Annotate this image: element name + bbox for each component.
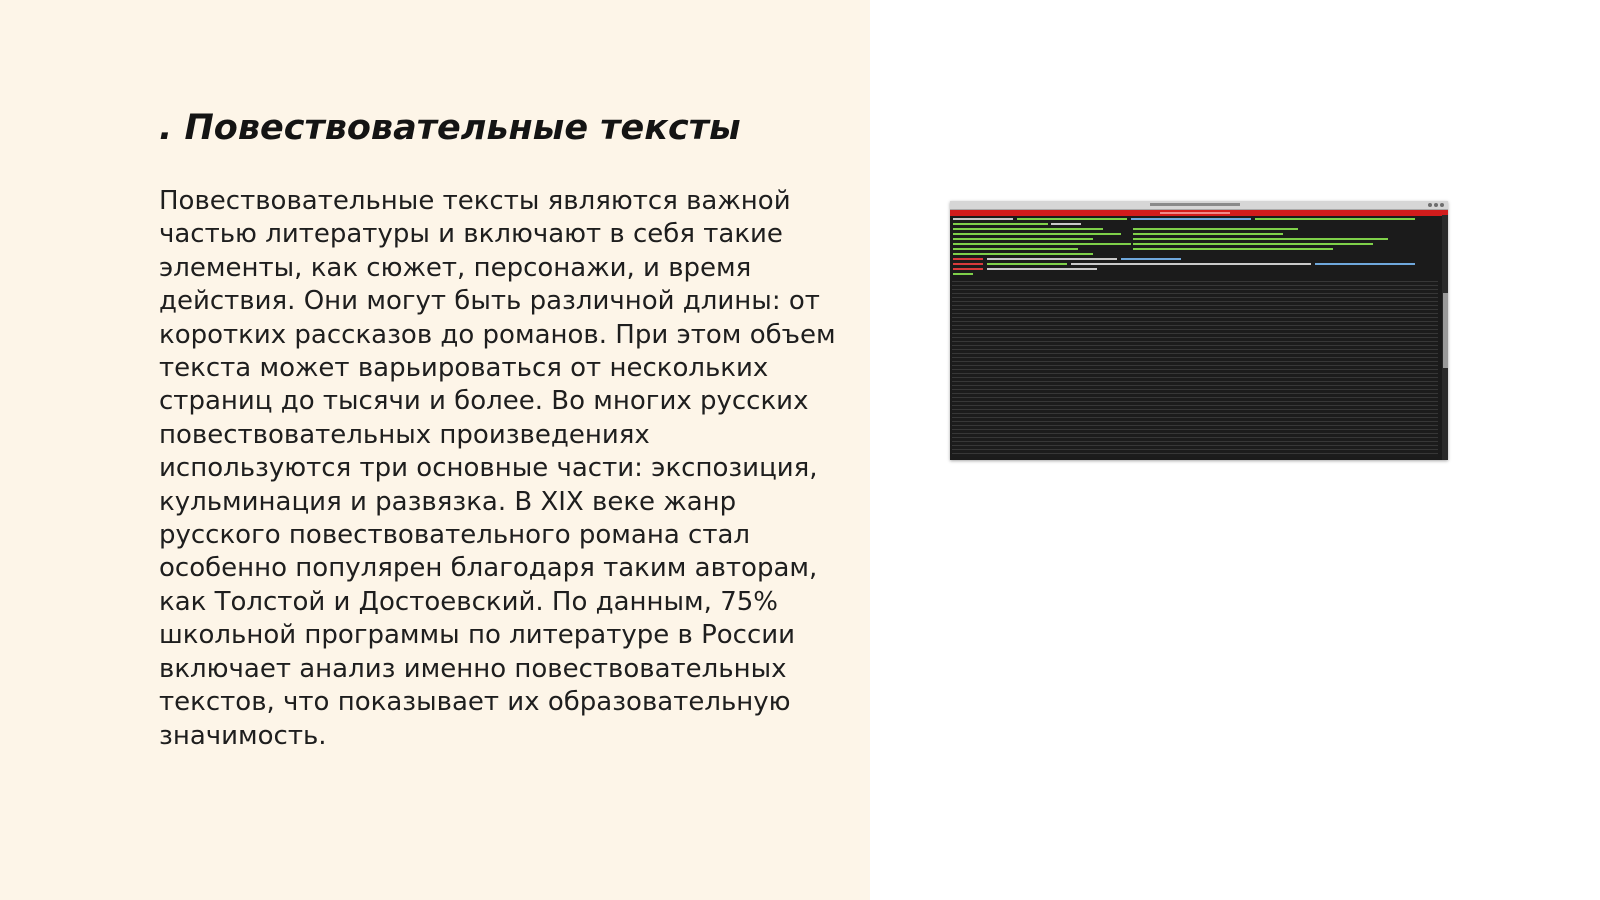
- terminal-title-text: [1150, 203, 1240, 206]
- terminal-line: [953, 243, 1131, 245]
- terminal-scrollback: [952, 281, 1438, 457]
- terminal-line: [953, 218, 1013, 220]
- slide-body-text: Повествовательные тексты являются важной частью литературы и включают в себя такие элементы, как сюжет, персонажи, и время действия. Они могут быть различной длины: от коротких рассказов до романов. При этом объем текста может варьироваться от нескольких страниц до тысячи и более. Во многих русских повествовательных произведениях используются три основные части: экспозиция, кульминация и развязка. В XIX веке жанр русского повествовательного романа стал особенно популярен благодаря таким авторам, как Толстой и Достоевский. По данным, 75% школьной программы по литературе в России включает анализ именно повествовательных текстов, что показывает их образовательную значимость.: [159, 186, 836, 751]
- terminal-line: [1133, 243, 1373, 245]
- terminal-line: [1315, 263, 1415, 265]
- terminal-scrollbar-thumb: [1443, 293, 1448, 368]
- terminal-line: [953, 233, 1121, 235]
- maximize-icon: [1434, 203, 1438, 207]
- terminal-line: [1133, 248, 1333, 250]
- terminal-line: [1017, 218, 1127, 220]
- terminal-line: [1255, 218, 1415, 220]
- terminal-line: [953, 268, 983, 270]
- terminal-titlebar: [950, 201, 1448, 210]
- terminal-line: [1051, 223, 1081, 225]
- minimize-icon: [1428, 203, 1432, 207]
- terminal-line: [1133, 228, 1298, 230]
- slide-title: . Повествовательные тексты: [159, 108, 741, 148]
- terminal-line: [953, 253, 1093, 255]
- terminal-output: [953, 218, 1435, 276]
- terminal-red-bar: [950, 210, 1448, 216]
- terminal-line: [1071, 263, 1311, 265]
- terminal-line: [953, 258, 983, 260]
- terminal-line: [1133, 233, 1283, 235]
- terminal-line: [953, 248, 1078, 250]
- terminal-line: [1131, 218, 1251, 220]
- terminal-red-bar-text: [1160, 212, 1230, 214]
- terminal-line: [1133, 238, 1388, 240]
- terminal-line: [953, 223, 1048, 225]
- terminal-line: [987, 258, 1117, 260]
- terminal-line: [1121, 258, 1181, 260]
- terminal-line: [953, 238, 1093, 240]
- terminal-line: [953, 273, 973, 275]
- terminal-line: [987, 268, 1097, 270]
- terminal-screenshot-image: [950, 201, 1448, 460]
- terminal-line: [987, 263, 1067, 265]
- close-icon: [1440, 203, 1444, 207]
- terminal-line: [953, 263, 983, 265]
- terminal-line: [953, 228, 1103, 230]
